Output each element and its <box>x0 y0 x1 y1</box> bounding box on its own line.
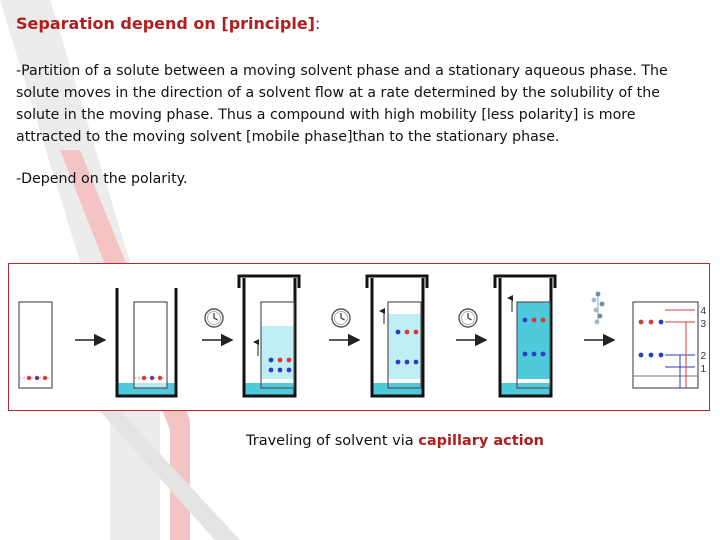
clock-icon <box>205 309 223 327</box>
polarity-paragraph: -Depend on the polarity. <box>16 171 188 187</box>
title-colon: : <box>314 14 321 33</box>
chromatography-figure <box>8 263 710 411</box>
final-chromatogram <box>633 302 706 388</box>
band-label-1: 1 <box>700 364 706 375</box>
tank-developed <box>495 276 555 396</box>
clock-icon <box>459 309 477 327</box>
molecule-icon <box>592 292 605 325</box>
page-title <box>16 14 320 33</box>
principle-paragraph: -Partition of a solute between a moving solvent phase and a stationary aqueous phase. The solute moves in the direction of a solvent flow at a rate determined by the solubility of the solute in the moving phase. Thus a compound with high mobility [less polarity] is more attracted to the moving solvent [mobile phase]than to the stationary phase. <box>16 63 668 145</box>
title-text: Separation depend on [principle] <box>16 14 315 33</box>
clock-icon <box>332 309 350 327</box>
caption-text: Traveling of solvent via <box>246 433 419 449</box>
paper-strip-initial <box>19 302 52 388</box>
tank-developing <box>239 276 299 396</box>
figure-caption <box>246 433 544 449</box>
tank-mid <box>367 276 427 396</box>
band-label-3: 3 <box>700 319 706 330</box>
band-label-4: 4 <box>700 306 706 317</box>
beaker-start <box>117 288 176 396</box>
band-label-2: 2 <box>700 351 706 362</box>
caption-highlight: capillary action <box>418 433 544 449</box>
